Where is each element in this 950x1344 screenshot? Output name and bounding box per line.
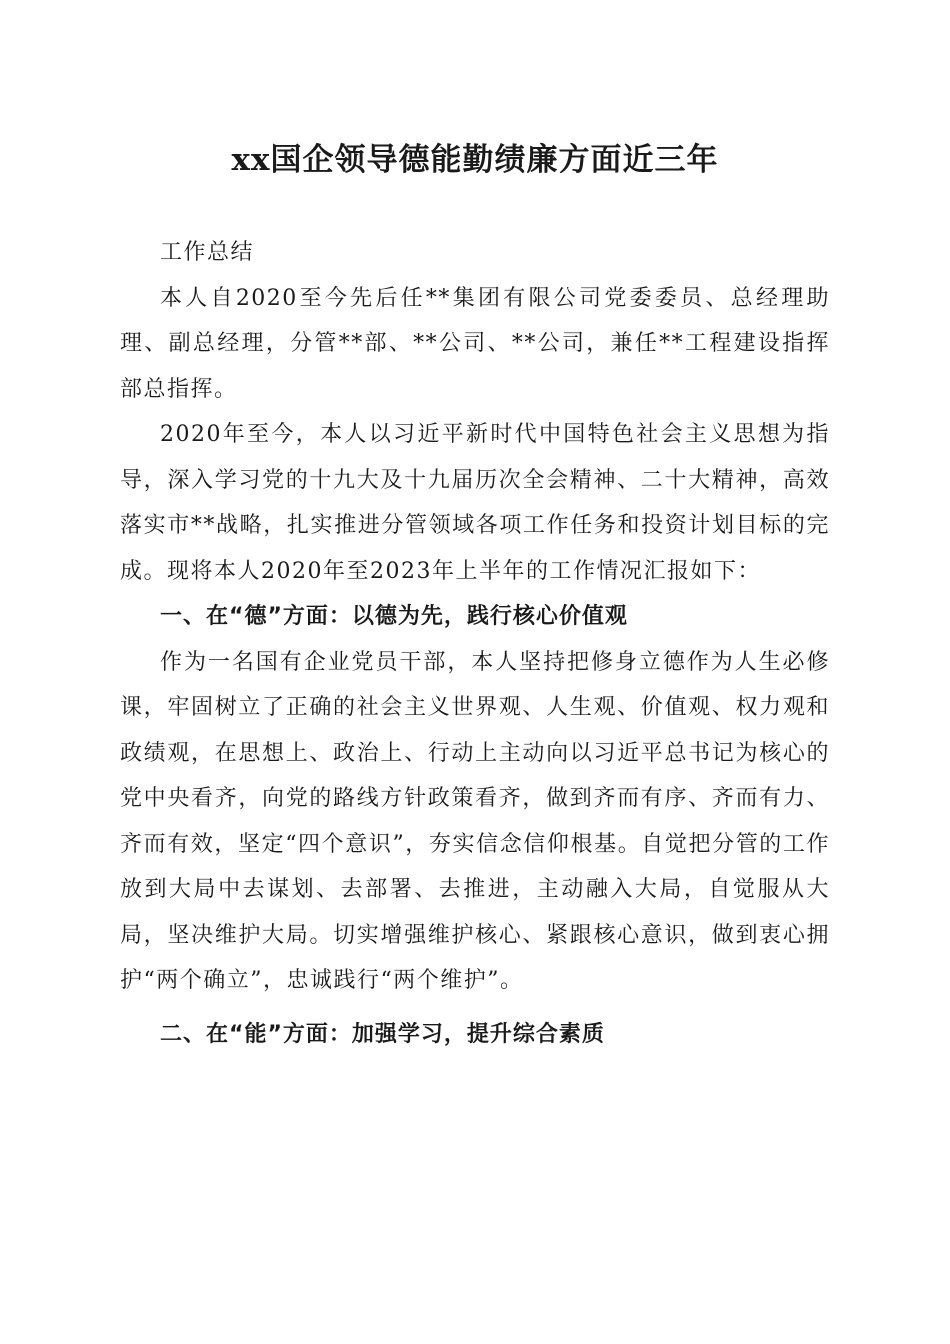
document-title: xx国企领导德能勤绩廉方面近三年 xyxy=(231,142,719,178)
document-body xyxy=(120,230,830,1057)
subtitle: 工作总结 xyxy=(160,240,255,265)
section-heading-de: 一、在“德”方面：以德为先，践行核心价值观 xyxy=(160,604,628,629)
overview-paragraph: 2020年至今，本人以习近平新时代中国特色社会主义思想为指导，深入学习党的十九大及十九届历次全会精神、二十大精神，高效落实市**战略，扎实推进分管领域各项工作任务和投资计划目标的完成。现将本人2020年至2023年上半年的工作情况汇报如下： xyxy=(120,422,830,584)
section-body-de: 作为一名国有企业党员干部，本人坚持把修身立德作为人生必修课，牢固树立了正确的社会主义世界观、人生观、价值观、权力观和政绩观，在思想上、政治上、行动上主动向以习近平总书记为核心的党中央看齐，向党的路线方针政策看齐，做到齐而有序、齐而有力、齐而有效，坚定“四个意识”，夯实信念信仰根基。自觉把分管的工作放到大局中去谋划、去部署、去推进，主动融入大局，自觉服从大局，坚决维护大局。切实增强维护核心、紧跟核心意识，做到衷心拥护“两个确立”，忠诚践行“两个维护”。 xyxy=(120,649,830,993)
section-heading-neng: 二、在“能”方面：加强学习，提升综合素质 xyxy=(160,1021,605,1047)
intro-paragraph: 本人自2020至今先后任**集团有限公司党委委员、总经理助理、副总经理，分管**部、**公司、**公司，兼任**工程建设指挥部总指挥。 xyxy=(120,285,830,402)
